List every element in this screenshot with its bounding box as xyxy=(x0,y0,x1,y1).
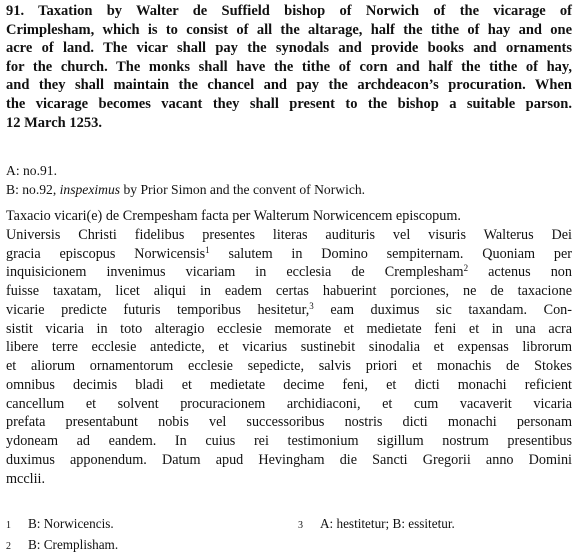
footnote-ref: 3 xyxy=(309,301,314,311)
latin-line xyxy=(6,301,572,320)
heading-line: acre of land. The vicar shall pay the synodals and provide books and ornaments xyxy=(6,39,572,58)
latin-line: duximus apponendum. Datum apud Hevingham die Sancti Gregorii anno Domini xyxy=(6,451,572,470)
latin-segment: inquisicionem invenimus vicariam in ecclesia de Cremplesham xyxy=(6,264,464,280)
latin-line: Universis Christi fidelibus presentes literas audituris vel visuris Walterus Dei xyxy=(6,226,572,245)
footnote-number: 2 xyxy=(6,538,28,556)
footnote-number: 3 xyxy=(298,517,320,536)
latin-segment: vicarie predicte futuris temporibus hesitetur, xyxy=(6,302,309,318)
footnote-ref: 2 xyxy=(464,263,469,273)
footnote xyxy=(6,515,118,536)
latin-line: cancellum et solvent procuracionem archidiaconi, et cum vacaverit vicaria xyxy=(6,395,572,414)
source-b-suffix: by Prior Simon and the convent of Norwich. xyxy=(120,182,365,197)
source-b xyxy=(6,180,572,199)
latin-text xyxy=(6,207,572,488)
heading-line: 91. Taxation by Walter de Suffield bishop of Norwich of the vicarage of xyxy=(6,2,572,21)
latin-line: et aliorum ornamentorum ecclesie sepedicte, salvis priori et monachis de Stokes xyxy=(6,357,572,376)
entry-heading xyxy=(6,2,572,132)
latin-line: fuisse taxatam, licet aliqui in eadem certas habuerint porciones, ne de taxacione xyxy=(6,282,572,301)
latin-line: mcclii. xyxy=(6,470,572,489)
latin-line xyxy=(6,245,572,264)
footnotes-left xyxy=(6,515,118,556)
source-b-prefix: B: no.92, xyxy=(6,182,60,197)
footnote-text: B: Cremplisham. xyxy=(28,537,118,552)
footnote xyxy=(298,515,455,536)
heading-line: Crimplesham, which is to consist of all the altarage, half the tithe of hay and one xyxy=(6,21,572,40)
footnote-number: 1 xyxy=(6,517,28,536)
latin-line: ydoneam ad eandem. In cuius rei testimonium sigillum nostrum presentibus xyxy=(6,432,572,451)
heading-line: the vicarage becomes vacant they shall present to the bishop a suitable parson. xyxy=(6,95,572,114)
manuscript-sources xyxy=(6,161,572,199)
latin-line: sistit vicaria in toto alteragio ecclesie memorate et medietate feni et in una acra xyxy=(6,320,572,339)
heading-line: and they shall maintain the chancel and pay the archdeacon’s procuration. When xyxy=(6,76,572,95)
latin-segment: eam duximus sic taxandam. Con- xyxy=(314,302,572,318)
heading-line: for the church. The monks shall have the tithe of corn and half the tithe of hay, xyxy=(6,58,572,77)
latin-title: Taxacio vicari(e) de Crempesham facta per Walterum Norwicencem episcopum. xyxy=(6,207,572,226)
footnote-text: B: Norwicencis. xyxy=(28,516,114,531)
source-b-italic: inspeximus xyxy=(60,182,120,197)
latin-segment: actenus non xyxy=(468,264,572,280)
heading-date: 12 March 1253. xyxy=(6,114,572,133)
footnotes-right xyxy=(298,515,455,536)
latin-line: omnibus decimis bladi et medietate decime feni, et dicti monachi reficient xyxy=(6,376,572,395)
latin-line: prefata presentabunt nobis vel successoribus nostris dicti monachi personam xyxy=(6,413,572,432)
footnote-ref: 1 xyxy=(205,245,210,255)
footnote xyxy=(6,536,118,556)
footnote-text: A: hestitetur; B: essitetur. xyxy=(320,516,455,531)
latin-segment: gracia episcopus Norwicensis xyxy=(6,246,205,262)
latin-segment: salutem in Domino sempiternam. Quoniam per xyxy=(210,246,572,262)
latin-line xyxy=(6,263,572,282)
source-a: A: no.91. xyxy=(6,161,572,180)
latin-line: libere terre ecclesie antedicte, et vicarius sustinebit sinodalia et expensas librorum xyxy=(6,338,572,357)
